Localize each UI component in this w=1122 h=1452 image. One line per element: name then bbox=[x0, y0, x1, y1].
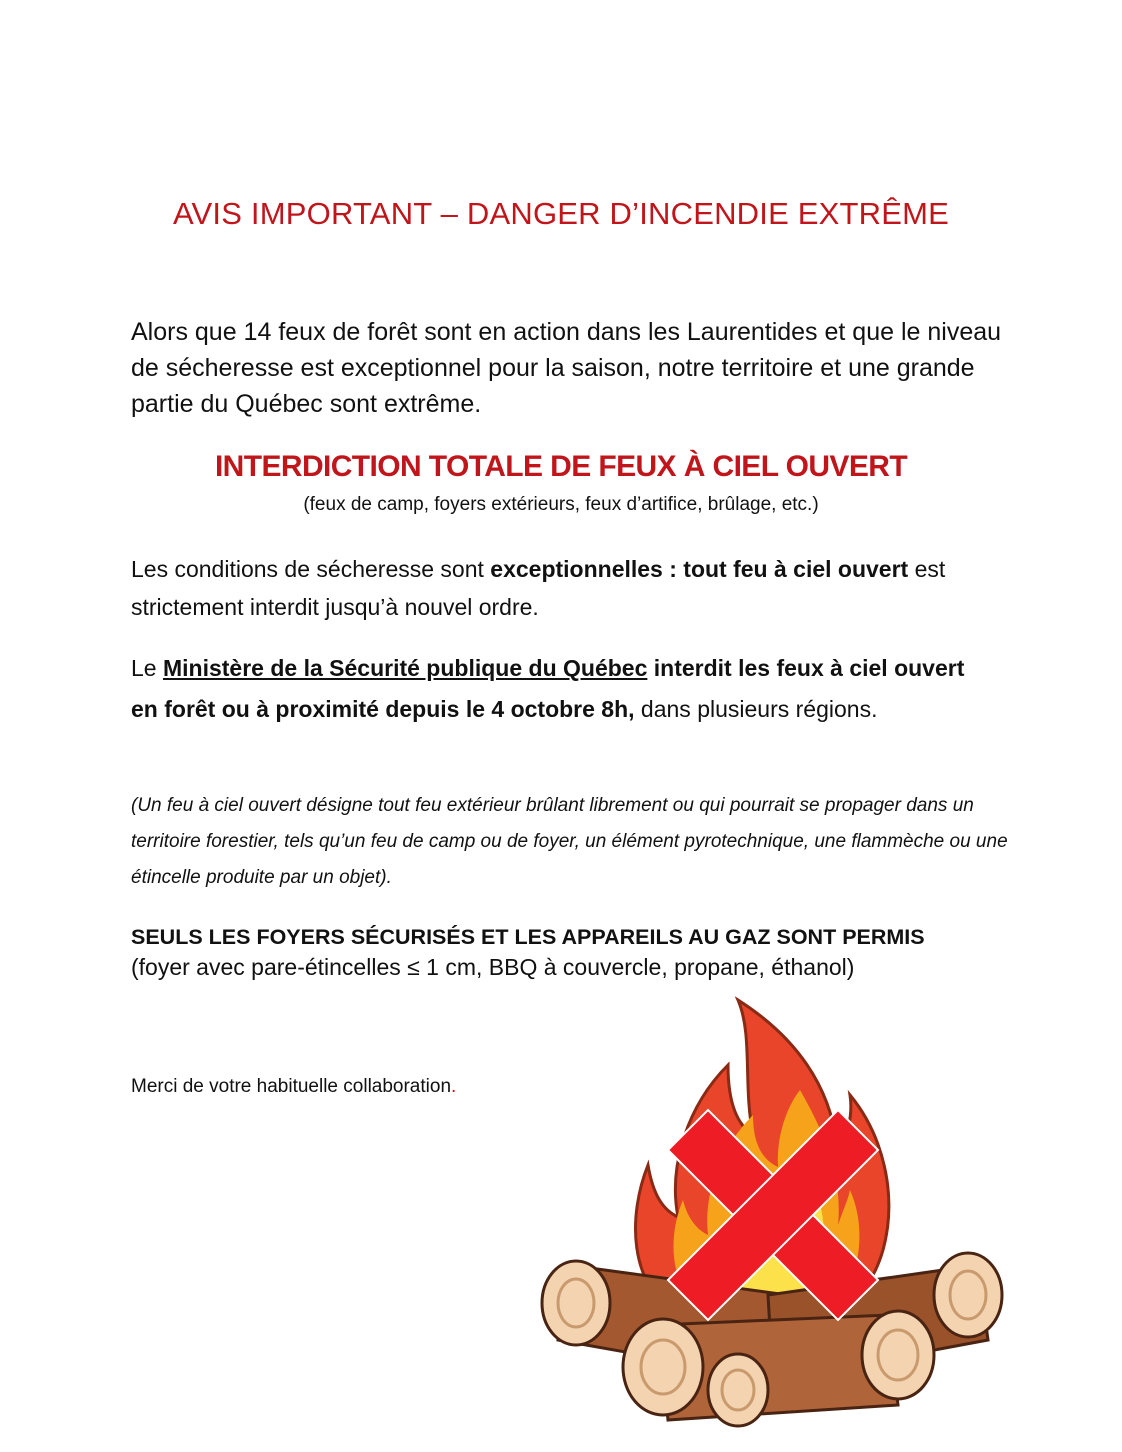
notice-title: AVIS IMPORTANT – DANGER D’INCENDIE EXTRÊME bbox=[172, 196, 950, 231]
ministry-bold: interdit les feux à ciel ouvert en forêt ou à proximité depuis le 4 octobre 8h, bbox=[131, 655, 965, 722]
ban-subtitle: (feux de camp, foyers extérieurs, feux d’artifice, brûlage, etc.) bbox=[303, 494, 819, 515]
ministry-lead: Le bbox=[131, 655, 163, 681]
drought-tail: est strictement interdit jusqu’à nouvel ordre. bbox=[131, 556, 946, 620]
definition-note: (Un feu à ciel ouvert désigne tout feu extérieur brûlant librement ou qui pourrait se propager dans un territoire forestier, tels qu’un feu de camp ou de foyer, un élément pyrotechnique, une flammèche ou une étincelle produite par un objet). bbox=[131, 795, 1008, 888]
thanks-text: Merci de votre habituelle collaboration bbox=[131, 1076, 452, 1097]
ban-heading: INTERDICTION TOTALE DE FEUX À CIEL OUVERT bbox=[214, 450, 908, 483]
allowed-section bbox=[131, 922, 1031, 982]
drought-lead: Les conditions de sécheresse sont bbox=[131, 556, 491, 582]
ministry-paragraph bbox=[131, 648, 991, 730]
drought-paragraph bbox=[131, 550, 991, 626]
intro-paragraph: Alors que 14 feux de forêt sont en action dans les Laurentides et que le niveau de sécheresse est exceptionnel pour la saison, notre territoire et une grande partie du Québec sont extrême. bbox=[131, 318, 1002, 418]
drought-bold: exceptionnelles : tout feu à ciel ouvert bbox=[490, 556, 909, 582]
ministry-name: Ministère de la Sécurité publique du Québec bbox=[162, 655, 648, 681]
campfire-crossed-out-icon bbox=[538, 995, 1008, 1435]
thanks-line bbox=[131, 1076, 456, 1098]
ministry-tail: dans plusieurs régions. bbox=[634, 696, 878, 722]
thanks-dot: . bbox=[451, 1076, 457, 1097]
allowed-detail: (foyer avec pare-étincelles ≤ 1 cm, BBQ à couvercle, propane, éthanol) bbox=[131, 954, 855, 980]
allowed-title: SEULS LES FOYERS SÉCURISÉS ET LES APPAREILS AU GAZ SONT PERMIS bbox=[131, 925, 925, 949]
